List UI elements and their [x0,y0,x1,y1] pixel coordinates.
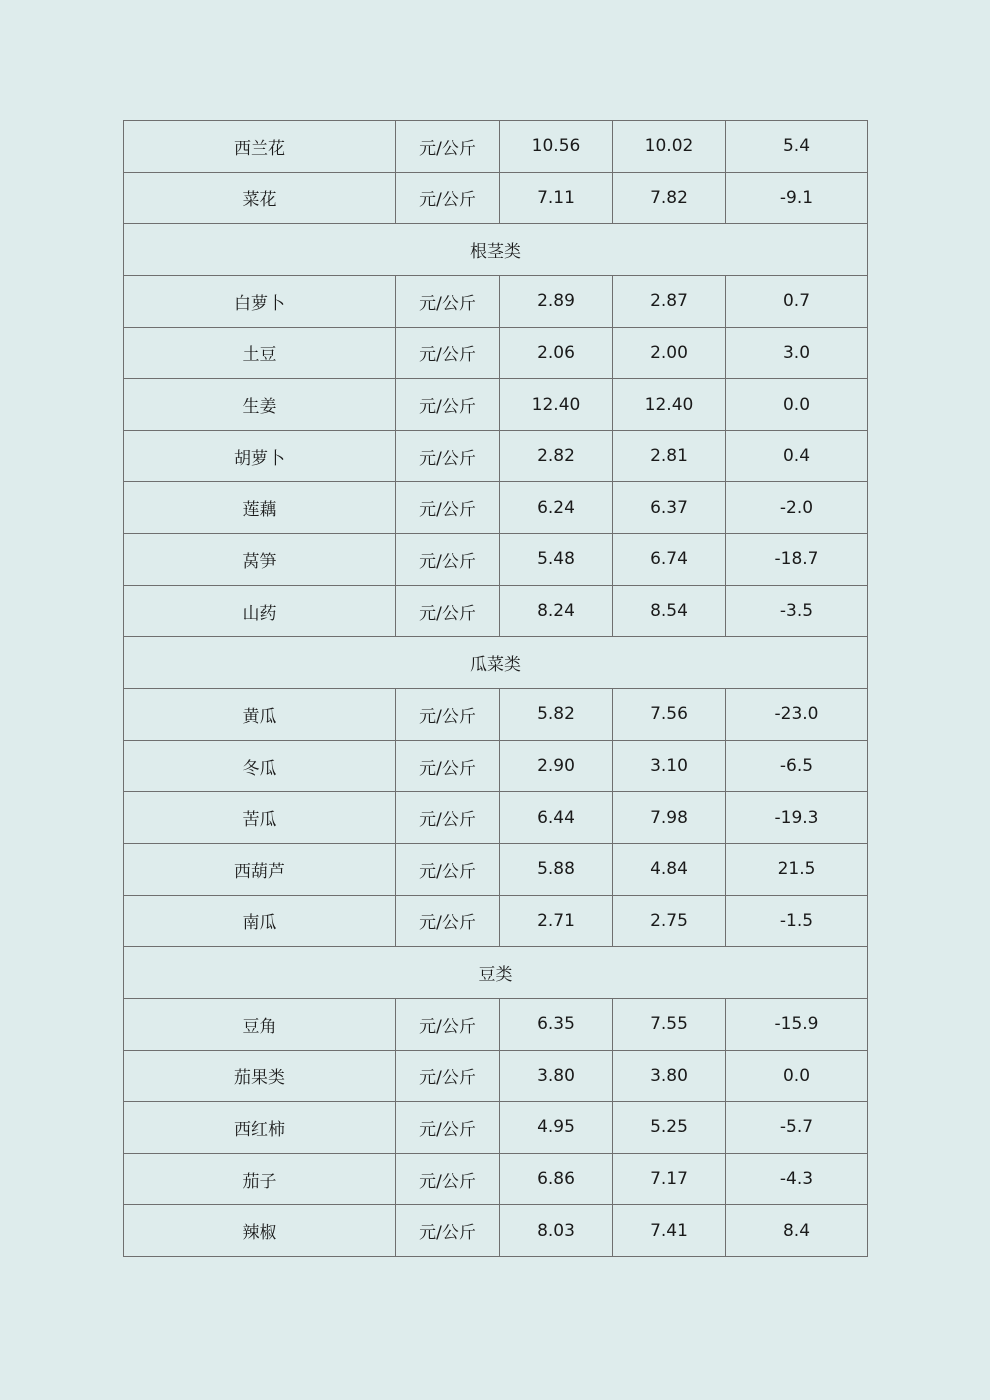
item-name-cell: 茄果类 [124,1050,396,1102]
change-percent-cell: -9.1 [726,172,868,224]
change-percent-cell: -23.0 [726,689,868,741]
table-row [124,121,868,173]
previous-price-cell: 2.00 [613,327,726,379]
current-price-cell: 5.88 [500,843,613,895]
table-row [124,843,868,895]
unit-cell: 元/公斤 [396,689,500,741]
change-percent-cell: 0.4 [726,430,868,482]
previous-price-cell: 3.80 [613,1050,726,1102]
item-name-cell: 辣椒 [124,1205,396,1257]
table-row [124,430,868,482]
unit-cell: 元/公斤 [396,585,500,637]
change-percent-cell: 21.5 [726,843,868,895]
item-name-cell: 生姜 [124,379,396,431]
table-row [124,998,868,1050]
category-label: 瓜菜类 [124,637,868,689]
previous-price-cell: 8.54 [613,585,726,637]
current-price-cell: 8.03 [500,1205,613,1257]
current-price-cell: 6.44 [500,792,613,844]
unit-cell: 元/公斤 [396,327,500,379]
unit-cell: 元/公斤 [396,379,500,431]
previous-price-cell: 3.10 [613,740,726,792]
item-name-cell: 黄瓜 [124,689,396,741]
category-label: 豆类 [124,947,868,999]
previous-price-cell: 2.81 [613,430,726,482]
item-name-cell: 菜花 [124,172,396,224]
item-name-cell: 豆角 [124,998,396,1050]
unit-cell: 元/公斤 [396,172,500,224]
table-row [124,1153,868,1205]
item-name-cell: 冬瓜 [124,740,396,792]
table-row [124,740,868,792]
previous-price-cell: 4.84 [613,843,726,895]
item-name-cell: 西红柿 [124,1102,396,1154]
item-name-cell: 土豆 [124,327,396,379]
unit-cell: 元/公斤 [396,740,500,792]
change-percent-cell: 0.0 [726,379,868,431]
table-row [124,895,868,947]
unit-cell: 元/公斤 [396,121,500,173]
change-percent-cell: -2.0 [726,482,868,534]
previous-price-cell: 7.41 [613,1205,726,1257]
item-name-cell: 南瓜 [124,895,396,947]
change-percent-cell: 0.7 [726,275,868,327]
table-row [124,275,868,327]
current-price-cell: 12.40 [500,379,613,431]
current-price-cell: 6.35 [500,998,613,1050]
table-row [124,379,868,431]
current-price-cell: 2.06 [500,327,613,379]
current-price-cell: 2.71 [500,895,613,947]
item-name-cell: 茄子 [124,1153,396,1205]
current-price-cell: 3.80 [500,1050,613,1102]
current-price-cell: 10.56 [500,121,613,173]
change-percent-cell: -15.9 [726,998,868,1050]
previous-price-cell: 7.98 [613,792,726,844]
previous-price-cell: 7.82 [613,172,726,224]
vegetable-price-table [123,120,868,1257]
current-price-cell: 6.86 [500,1153,613,1205]
table-row [124,585,868,637]
unit-cell: 元/公斤 [396,275,500,327]
unit-cell: 元/公斤 [396,998,500,1050]
change-percent-cell: -18.7 [726,534,868,586]
previous-price-cell: 2.75 [613,895,726,947]
current-price-cell: 2.90 [500,740,613,792]
unit-cell: 元/公斤 [396,1205,500,1257]
current-price-cell: 8.24 [500,585,613,637]
unit-cell: 元/公斤 [396,843,500,895]
current-price-cell: 2.89 [500,275,613,327]
category-row [124,637,868,689]
unit-cell: 元/公斤 [396,430,500,482]
unit-cell: 元/公斤 [396,1050,500,1102]
previous-price-cell: 6.74 [613,534,726,586]
unit-cell: 元/公斤 [396,482,500,534]
unit-cell: 元/公斤 [396,895,500,947]
item-name-cell: 莴笋 [124,534,396,586]
current-price-cell: 4.95 [500,1102,613,1154]
previous-price-cell: 10.02 [613,121,726,173]
previous-price-cell: 5.25 [613,1102,726,1154]
table-row [124,482,868,534]
change-percent-cell: -1.5 [726,895,868,947]
change-percent-cell: -4.3 [726,1153,868,1205]
table-row [124,1102,868,1154]
table-row [124,1050,868,1102]
item-name-cell: 西兰花 [124,121,396,173]
table-row [124,534,868,586]
change-percent-cell: 0.0 [726,1050,868,1102]
previous-price-cell: 6.37 [613,482,726,534]
table-row [124,792,868,844]
table-row [124,689,868,741]
change-percent-cell: 8.4 [726,1205,868,1257]
current-price-cell: 5.82 [500,689,613,741]
previous-price-cell: 12.40 [613,379,726,431]
current-price-cell: 7.11 [500,172,613,224]
current-price-cell: 6.24 [500,482,613,534]
current-price-cell: 2.82 [500,430,613,482]
category-label: 根茎类 [124,224,868,276]
change-percent-cell: -6.5 [726,740,868,792]
item-name-cell: 山药 [124,585,396,637]
previous-price-cell: 7.56 [613,689,726,741]
item-name-cell: 白萝卜 [124,275,396,327]
table-body [124,121,868,1257]
unit-cell: 元/公斤 [396,1153,500,1205]
change-percent-cell: -3.5 [726,585,868,637]
unit-cell: 元/公斤 [396,1102,500,1154]
table-row [124,172,868,224]
category-row [124,947,868,999]
item-name-cell: 胡萝卜 [124,430,396,482]
category-row [124,224,868,276]
previous-price-cell: 2.87 [613,275,726,327]
change-percent-cell: 5.4 [726,121,868,173]
table-row [124,327,868,379]
unit-cell: 元/公斤 [396,792,500,844]
previous-price-cell: 7.17 [613,1153,726,1205]
unit-cell: 元/公斤 [396,534,500,586]
change-percent-cell: -5.7 [726,1102,868,1154]
item-name-cell: 西葫芦 [124,843,396,895]
previous-price-cell: 7.55 [613,998,726,1050]
change-percent-cell: -19.3 [726,792,868,844]
table-row [124,1205,868,1257]
current-price-cell: 5.48 [500,534,613,586]
item-name-cell: 莲藕 [124,482,396,534]
change-percent-cell: 3.0 [726,327,868,379]
item-name-cell: 苦瓜 [124,792,396,844]
